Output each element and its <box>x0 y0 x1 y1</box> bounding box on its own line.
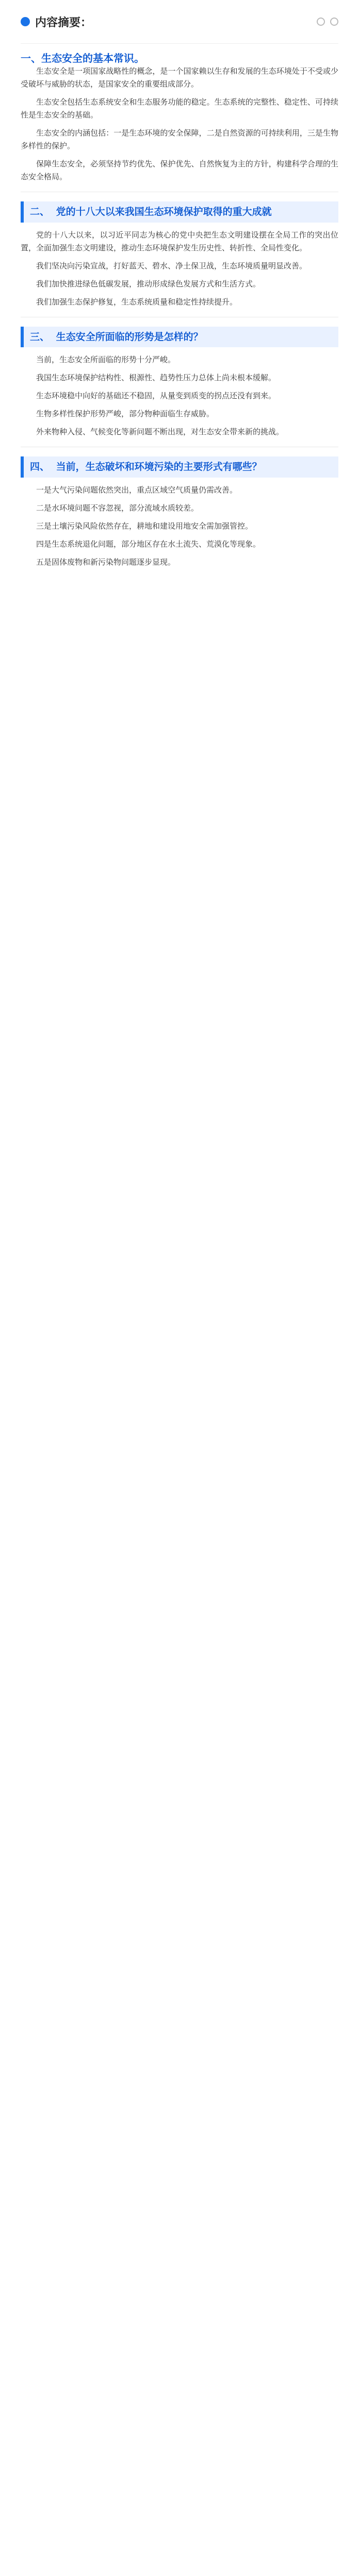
page-title: 内容摘要： <box>35 16 92 29</box>
section-4 <box>21 456 338 569</box>
section-paragraph: 生物多样性保护形势严峻，部分物种面临生存威胁。 <box>36 409 215 419</box>
section-paragraph: 五是固体废物和新污染物问题逐步显现。 <box>36 557 176 567</box>
section-paragraph: 四是生态系统退化问题，部分地区存在水土流失、荒漠化等现象。 <box>36 539 261 549</box>
section-paragraph: 生态环境稳中向好的基础还不稳固，从量变到质变的拐点还没有到来。 <box>36 391 276 401</box>
section-paragraph: 一是大气污染问题依然突出，重点区域空气质量仍需改善。 <box>36 485 238 495</box>
section-paragraph: 党的十八大以来，以习近平同志为核心的党中央把生态文明建设摆在全局工作的突出位置，全面加强生态文明建设，推动生态环境保护发生历史性、转折性、全局性变化。 <box>21 230 338 252</box>
section-paragraph: 我们加强生态保护修复，生态系统质量和稳定性持续提升。 <box>36 297 238 307</box>
intro-body <box>21 65 338 183</box>
section-title-text: 当前，生态破坏和环境污染的主要形式有哪些？ <box>56 461 262 473</box>
section-heading <box>21 456 338 478</box>
header-left <box>21 14 92 30</box>
intro-paragraph: 保障生态安全，必须坚持节约优先、保护优先、自然恢复为主的方针，构建科学合理的生态安全格局。 <box>21 159 338 181</box>
section-paragraph: 当前，生态安全所面临的形势十分严峻。 <box>36 355 176 365</box>
section-paragraph: 我们加快推进绿色低碳发展，推动形成绿色发展方式和生活方式。 <box>36 279 261 289</box>
section-number: 二、 <box>30 206 50 217</box>
section-number: 三、 <box>30 331 50 343</box>
intro-paragraph: 生态安全包括生态系统安全和生态服务功能的稳定。生态系统的完整性、稳定性、可持续性是生态安全的基础。 <box>21 97 338 120</box>
page-header <box>21 0 338 44</box>
intro-heading: 一、生态安全的基本常识。 <box>21 52 144 64</box>
section-2 <box>21 201 338 309</box>
section-3 <box>21 327 338 439</box>
header-icons <box>317 18 338 26</box>
section-paragraph: 三是土壤污染风险依然存在，耕地和建设用地安全需加强管控。 <box>36 521 253 531</box>
section-heading <box>21 327 338 348</box>
section-paragraph: 外来物种入侵、气候变化等新问题不断出现，对生态安全带来新的挑战。 <box>36 427 284 437</box>
share-icon[interactable] <box>317 18 325 26</box>
intro-paragraph: 生态安全的内涵包括：一是生态环境的安全保障，二是自然资源的可持续利用，三是生物多样性的保护。 <box>21 128 338 150</box>
section-title-text: 生态安全所面临的形势是怎样的？ <box>56 331 203 343</box>
section-title-text: 党的十八大以来我国生态环境保护取得的重大成就 <box>56 206 272 217</box>
section-paragraph: 二是水环境问题不容忽视，部分流域水质较差。 <box>36 503 199 513</box>
logo-icon <box>21 17 30 26</box>
section-number: 四、 <box>30 461 50 473</box>
intro-paragraph: 生态安全是一项国家战略性的概念，是一个国家赖以生存和发展的生态环境处于不受或少受破坏与威胁的状态，是国家安全的重要组成部分。 <box>21 66 338 89</box>
section-paragraph: 我们坚决向污染宣战，打好蓝天、碧水、净土保卫战，生态环境质量明显改善。 <box>36 261 307 270</box>
section-paragraph: 我国生态环境保护结构性、根源性、趋势性压力总体上尚未根本缓解。 <box>36 373 276 383</box>
section-heading <box>21 201 338 223</box>
more-icon[interactable] <box>330 18 338 26</box>
